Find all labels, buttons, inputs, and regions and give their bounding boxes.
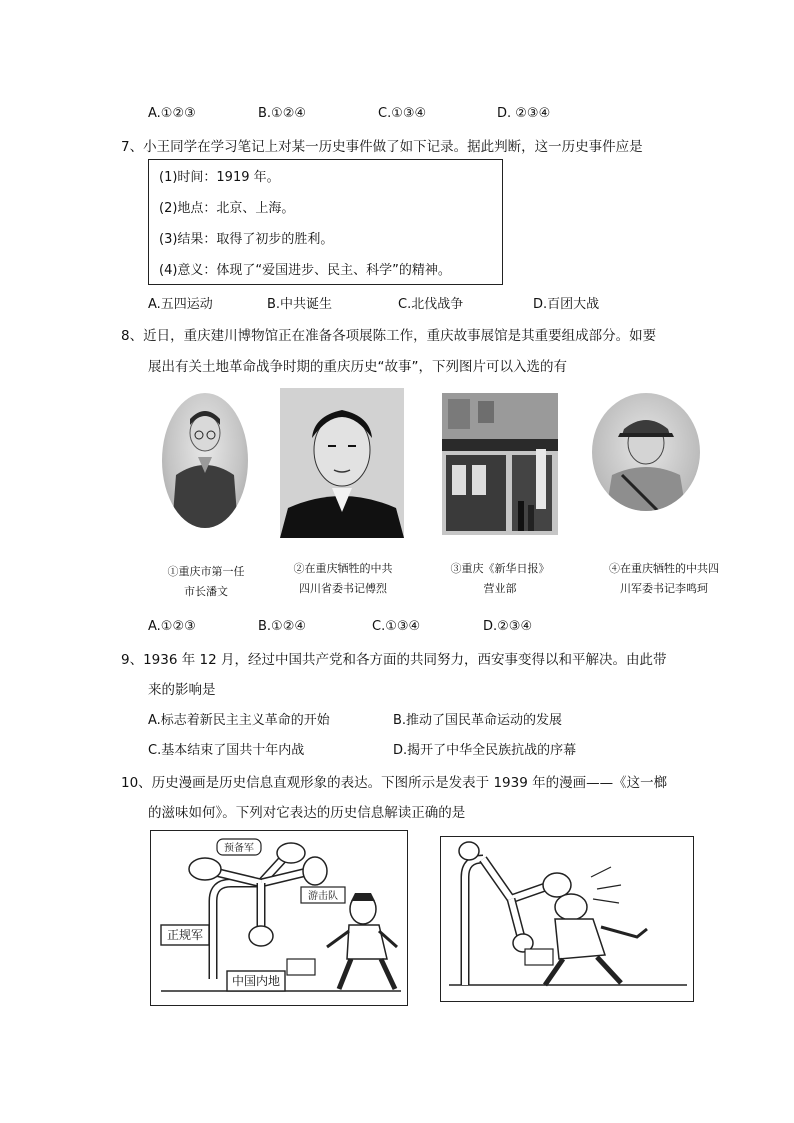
caption-4-line2: 川军委书记李鸣珂 [620,582,708,595]
caption-2 [268,559,418,599]
q7-option-d: D.百团大战 [533,297,600,312]
label-china-interior: 中国内地 [231,974,281,988]
q9-stem-line2: 来的影响是 [148,682,216,698]
caption-4 [584,559,744,599]
q8-option-d: D.②③④ [483,619,533,634]
caption-3-line1: ③重庆《新华日报》 [450,562,550,575]
q8-option-b: B.①②④ [258,619,307,634]
q7-note-meaning: (4)意义：体现了“爱国进步、民主、科学”的精神。 [159,263,451,278]
q7-option-a: A.五四运动 [148,297,213,312]
q8-stem-line2: 展出有关土地革命战争时期的重庆历史“故事”，下列图片可以入选的有 [148,359,567,375]
q9-option-b: B.推动了国民革命运动的发展 [393,713,563,728]
caption-3-line2: 营业部 [483,582,517,595]
q7-option-b: B.中共诞生 [267,297,333,312]
label-guerrilla: 游击队 [308,891,338,902]
cartoon-panel-1 [150,830,408,1006]
q10-stem-line1: 10、历史漫画是历史信息直观形象的表达。下图所示是发表于 1939 年的漫画——《这一榔 [121,775,668,791]
q9-stem-line1: 9、1936 年 12 月，经过中国共产党和各方面的共同努力，西安事变得以和平解决。由此带 [121,652,667,668]
label-regular-army: 正规军 [166,928,204,942]
caption-2-line2: 四川省委书记傅烈 [299,582,387,595]
caption-1 [144,562,268,602]
q6-option-a: A.①②③ [148,106,196,121]
q7-option-c: C.北伐战争 [398,297,464,312]
q7-notes-box [148,159,503,285]
q6-option-c: C.①③④ [378,106,427,121]
caption-3 [432,559,568,599]
q7-note-result: (3)结果：取得了初步的胜利。 [159,232,334,247]
q8-stem-line1: 8、近日，重庆建川博物馆正在准备各项展陈工作，重庆故事展馆是其重要组成部分。如要 [121,328,657,344]
photo-fu-lie [280,388,404,538]
label-reserve-army: 预备军 [224,843,254,854]
caption-2-line1: ②在重庆牺牲的中共 [293,562,393,575]
photo-pan-wen [162,393,248,528]
q9-option-a: A.标志着新民主主义革命的开始 [148,713,330,728]
caption-1-line2: 市长潘文 [184,585,228,598]
q9-option-d: D.揭开了中华全民族抗战的序幕 [393,743,577,758]
photo-xinhua-daily-office [442,393,558,535]
q10-stem-line2: 的滋味如何》。下列对它表达的历史信息解读正确的是 [148,805,466,821]
caption-4-line1: ④在重庆牺牲的中共四 [609,562,719,575]
photo-li-mingke [592,393,700,511]
q7-note-place: (2)地点：北京、上海。 [159,201,295,216]
q6-option-b: B.①②④ [258,106,307,121]
q8-option-a: A.①②③ [148,619,196,634]
caption-1-line1: ①重庆市第一任 [167,565,245,578]
q7-stem: 7、小王同学在学习笔记上对某一历史事件做了如下记录。据此判断，这一历史事件应是 [121,139,643,155]
q9-option-c: C.基本结束了国共十年内战 [148,743,305,758]
q6-option-d: D. ②③④ [497,106,551,121]
q8-option-c: C.①③④ [372,619,421,634]
q7-note-time: (1)时间：1919 年。 [159,170,280,185]
cartoon-panel-2 [440,836,694,1002]
